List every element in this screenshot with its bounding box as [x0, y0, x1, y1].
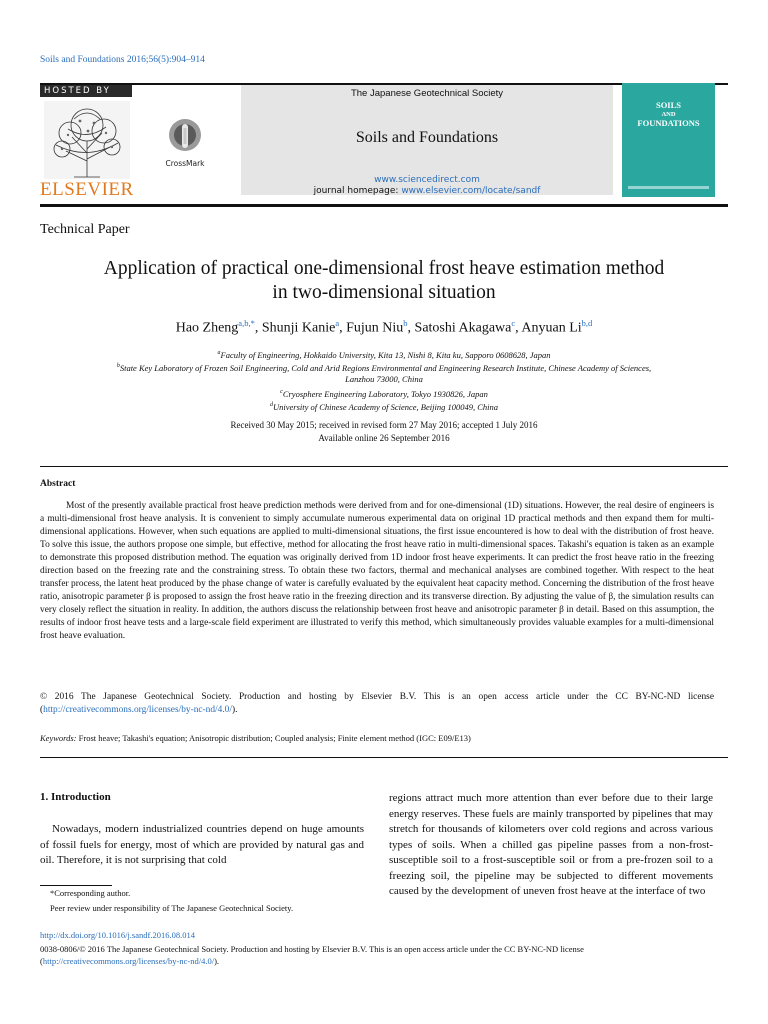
affiliation-text: Cryosphere Engineering Laboratory, Tokyo 1930826, Japan — [282, 388, 488, 399]
online-date: Available online 26 September 2016 — [318, 433, 450, 443]
affiliation-text: University of Chinese Academy of Science, Beijing 100049, China — [272, 401, 499, 412]
keywords-bottom-rule — [40, 757, 728, 758]
hosted-by-label: HOSTED BY — [40, 85, 132, 97]
journal-cover[interactable] — [622, 83, 715, 197]
author-sep: , — [407, 320, 415, 336]
abstract-body: Most of the presently available practical frost heave prediction methods were derived from and for one-dimensional (1D) situations. However, the real desire of engineers is a multi-dimensional frost heave analysis. It is convenient to simply accumulate numerous experimental data on original 1D practical methods and then expand them for multi-dimensional applications. However, when such equations are applied to multi-dimensional situations, the first issue encountered is how to deal with the distribution of frost heave. To solve this issue, the authors propose one simple, but effective, method for allocating the frost heave ratio in multi-dimensional spaces. Takashi's equation is taken as an example to demonstrate this proposed distribution method. The equation was originally derived from 1D indoor frost heave experiments. It can predict the frost heave ratio in the freezing direction based on the freezing rate and the constraining stress. To obtain these two factors, thermal and mechanical analyses are combined together. With respect to the heat transfer process, the latent heat produced by the phase change of water is carefully evaluated by the equivalent heat capacity method. Concerning the distribution of the frost heave ratio, anisotropic parameter β is proposed to assign the frost heave ratio in the freezing direction and its transverse direction. By adjusting the value of β, the simulation results can very closely reflect the situation in reality. In addition, the authors discuss the relationship between frost heave and anisotropic parameter β in detail. Based on this assumption, the results of indoor frost heave tests and a large-scale field experiment are illustrated to verify this method, which simultaneously provides valuable examples for a multi-dimensional frost heave evaluation. — [40, 501, 714, 641]
publisher-logo[interactable] — [40, 85, 165, 203]
crossmark-button[interactable] — [165, 118, 205, 168]
author-name[interactable]: Fujun Niu — [346, 320, 404, 336]
journal-homepage — [241, 186, 613, 196]
author-affil-sup[interactable]: b,d — [581, 318, 593, 328]
cover-title-line: SOILS — [655, 100, 682, 110]
author-list — [40, 318, 728, 337]
header-bottom-rule — [40, 204, 728, 207]
author-name[interactable]: Anyuan Li — [521, 320, 582, 336]
author-name[interactable]: Hao Zheng — [175, 320, 239, 336]
title-line: in two-dimensional situation — [272, 282, 496, 303]
sciencedirect-link[interactable]: www.sciencedirect.com — [374, 175, 480, 185]
title-line: Application of practical one-dimensional frost heave estimation method — [103, 258, 665, 279]
license-close: ). — [231, 705, 238, 715]
affiliation-c: $^c$Cryosphere Engineering Laboratory, Tokyo 1930826, Japan — [280, 388, 488, 399]
cover-title — [622, 101, 715, 128]
abstract-heading: Abstract — [40, 479, 76, 489]
keywords-text: Frost heave; Takashi's equation; Anisotropic distribution; Coupled analysis; Finite element method (IGC: E09/E13) — [76, 733, 471, 743]
keywords-label: Keywords: — [40, 733, 77, 743]
affiliation-b-cont — [40, 373, 728, 386]
crossmark-icon — [168, 118, 202, 152]
author-name[interactable]: Satoshi Akagawa — [414, 320, 512, 336]
section-heading-introduction: 1. Introduction — [40, 791, 111, 803]
received-dates: Received 30 May 2015; received in revised form 27 May 2016; accepted 1 July 2016 — [230, 420, 538, 430]
affiliation-text: State Key Laboratory of Frozen Soil Engineering, Cold and Arid Regions Environmental and Engineering Research Institute, Chinese Academy of Sciences, — [119, 362, 652, 373]
homepage-link[interactable]: www.elsevier.com/locate/sandf — [401, 186, 541, 196]
author-affil-sup[interactable]: c — [511, 318, 516, 328]
issn-license-link[interactable]: http://creativecommons.org/licenses/by-nc-nd/4.0/ — [42, 956, 215, 966]
elsevier-wordmark: ELSEVIER — [40, 179, 134, 200]
issn-license — [40, 943, 714, 967]
journal-name: Soils and Foundations — [355, 129, 499, 146]
citation-link[interactable]: Soils and Foundations 2016;56(5):904–914 — [40, 55, 205, 65]
author-name[interactable]: Shunji Kanie — [261, 320, 336, 336]
homepage-label: journal homepage: — [313, 186, 402, 196]
author-sep: , — [254, 320, 262, 336]
issn-close: ). — [214, 956, 220, 966]
cover-title-line: AND — [661, 111, 676, 118]
article-type: Technical Paper — [40, 222, 130, 237]
license-text: © 2016 The Japanese Geotechnical Society. Production and hosting by Elsevier B.V. This is an open access article under the CC BY-NC-ND license ( — [40, 692, 714, 715]
crossmark-label: CrossMark — [165, 159, 205, 168]
journal-info-box — [241, 85, 613, 195]
footnote-rule — [40, 885, 112, 886]
author-affil-sup[interactable]: b — [403, 318, 408, 328]
abstract-top-rule — [40, 466, 728, 467]
license-link[interactable]: http://creativecommons.org/licenses/by-nc-nd/4.0/ — [43, 705, 232, 715]
article-title — [40, 257, 728, 305]
affiliation-d: $^d$University of Chinese Academy of Science, Beijing 100049, China — [269, 401, 499, 412]
cover-footer-bar — [628, 186, 709, 189]
affiliation-a: $^a$Faculty of Engineering, Hokkaido University, Kita 13, Nishi 8, Kita ku, Sapporo 0608628, Japan — [217, 349, 551, 360]
doi-link[interactable]: http://dx.doi.org/10.1016/j.sandf.2016.08.014 — [40, 930, 195, 940]
issn-text: 0038-0806/© 2016 The Japanese Geotechnical Society. Production and hosting by Elsevier B.V. This is an open access article under the CC BY-NC-ND license ( — [40, 944, 584, 966]
article-dates — [40, 419, 728, 445]
footnote-peer-review: Peer review under responsibility of The Japanese Geotechnical Society. — [50, 903, 294, 913]
footnote-corresponding: *Corresponding author. — [50, 888, 131, 898]
keywords — [40, 733, 728, 743]
society-name: The Japanese Geotechnical Society — [350, 88, 504, 99]
elsevier-tree-icon — [44, 101, 130, 179]
author-affil-sup[interactable]: a — [335, 318, 340, 328]
intro-column-right: regions attract much more attention than ever before due to their large energy reserves. These fuels are mainly transported by pipelines that may stretch for thousands of kilometers over cold regions and across various types of soils. When a chilled gas pipeline passes from a non-frost-susceptible soil to a frost-susceptible soil or from a pre-frozen soil to a freezing soil, the pipeline may be subjected to different movements caused by the development of uneven frost heave at the interface of two — [389, 792, 713, 897]
author-affil-sup[interactable]: a,b,* — [238, 318, 255, 328]
affiliation-text: Faculty of Engineering, Hokkaido University, Kita 13, Nishi 8, Kita ku, Sapporo 0608628, Japan — [220, 349, 551, 360]
affiliation-b: $^b$State Key Laboratory of Frozen Soil Engineering, Cold and Arid Regions Environmental and Engineering Research Institute, Chinese Academy of Sciences, — [116, 362, 652, 373]
author-sep: , — [339, 320, 347, 336]
abstract-license — [40, 691, 714, 717]
intro-column-left: Nowadays, modern industrialized countries depend on huge amounts of fossil fuels for energy, most of which are provided by natural gas and oil. Therefore, it is not surprising that cold — [40, 823, 364, 866]
cover-title-line: FOUNDATIONS — [637, 118, 700, 128]
author-sep: , — [515, 320, 522, 336]
affiliation-text: Lanzhou 73000, China — [345, 374, 423, 384]
